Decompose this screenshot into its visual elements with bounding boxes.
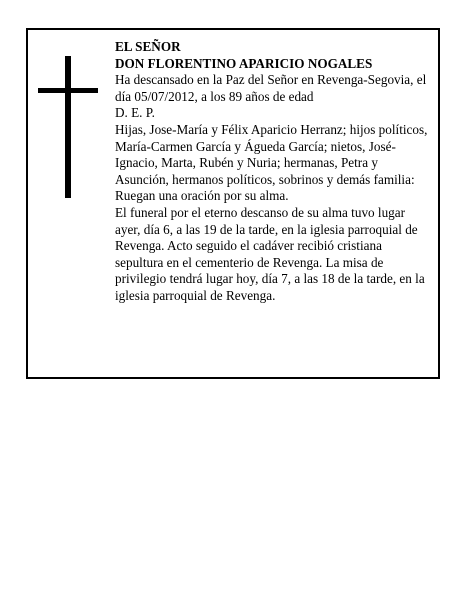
notice-text [115,39,433,305]
notice-family: Hijas, Jose-María y Félix Aparicio Herranz; hijos políticos, María-Carmen García y Águeda García; nietos, José-Ignacio, Marta, Rubén y Nuria; hermanas, Petra y Asunción, hermanos políticos, sobrinos y demás familia: [115,121,428,187]
obituary-notice [26,28,440,379]
notice-death-statement: Ha descansado en la Paz del Señor en Revenga-Segovia, el día 05/07/2012, a los 89 años de edad [115,72,427,104]
cross-horizontal-bar [38,88,98,93]
cross-vertical-bar [65,56,71,198]
notice-deceased-name: DON FLORENTINO APARICIO NOGALES [115,55,373,71]
notice-title-line-1: EL SEÑOR [115,39,181,54]
notice-prayer-request: Ruegan una oración por su alma. [115,188,289,204]
cross-icon [38,56,98,198]
notice-funeral-details: El funeral por el eterno descanso de su alma tuvo lugar ayer, día 6, a las 19 de la tarde, en la iglesia parroquial de Revenga. Acto seguido el cadáver recibió cristiana sepultura en el cementerio de Revenga. La misa de privilegio tendrá lugar hoy, día 7, a las 18 de la tarde, en la iglesia parroquial de Revenga. [115,204,425,303]
notice-dep: D. E. P. [115,105,155,121]
